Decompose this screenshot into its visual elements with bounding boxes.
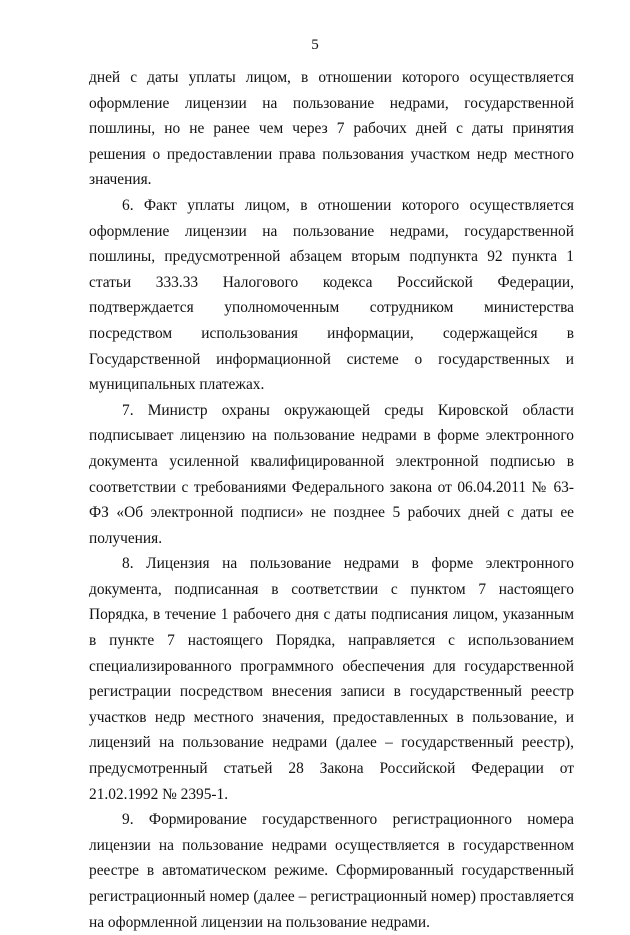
document-body — [89, 65, 574, 935]
paragraph-7: 7. Министр охраны окружающей среды Кировской области подписывает лицензию на пользование недрами в форме электронного документа усиленной квалифицированной электронной подписью в соответствии с требованиями Федерального закона от 06.04.2011 № 63-ФЗ «Об электронной подписи» не позднее 5 рабочих дней с даты ее получения. — [89, 401, 574, 547]
page-number: 5 — [311, 37, 319, 53]
paragraph-6: 6. Факт уплаты лицом, в отношении которого осуществляется оформление лицензии на пользование недрами, государственной пошлины, предусмотренной абзацем вторым подпункта 92 пункта 1 статьи 333.33 Налогового кодекса Российской Федерации, подтверждается уполномоченным сотрудником министерства посредством использования информации, содержащейся в Государственной информационной системе о государственных и муниципальных платежах. — [89, 196, 574, 394]
paragraph-continuation: дней с даты уплаты лицом, в отношении которого осуществляется оформление лицензии на пользование недрами, государственной пошлины, но не ранее чем через 7 рабочих дней с даты принятия решения о предоставлении права пользования участком недр местного значения. — [89, 69, 574, 189]
paragraph-8: 8. Лицензия на пользование недрами в форме электронного документа, подписанная в соответствии с пунктом 7 настоящего Порядка, в течение 1 рабочего дня с даты подписания лицом, указанным в пункте 7 настоящего Порядка, направляется с использованием специализированного программного обеспечения для государственной регистрации посредством внесения записи в государственный реестр участков недр местного значения, предоставленных в пользование, и лицензий на пользование недрами (далее – государственный реестр), предусмотренный статьей 28 Закона Российской Федерации от 21.02.1992 № 2395-1. — [89, 555, 574, 803]
paragraph-9: 9. Формирование государственного регистрационного номера лицензии на пользование недрами осуществляется в государственном реестре в автоматическом режиме. Сформированный государственный регистрационный номер (далее – регистрационный номер) проставляется на оформленной лицензии на пользование недрами. — [89, 811, 574, 931]
